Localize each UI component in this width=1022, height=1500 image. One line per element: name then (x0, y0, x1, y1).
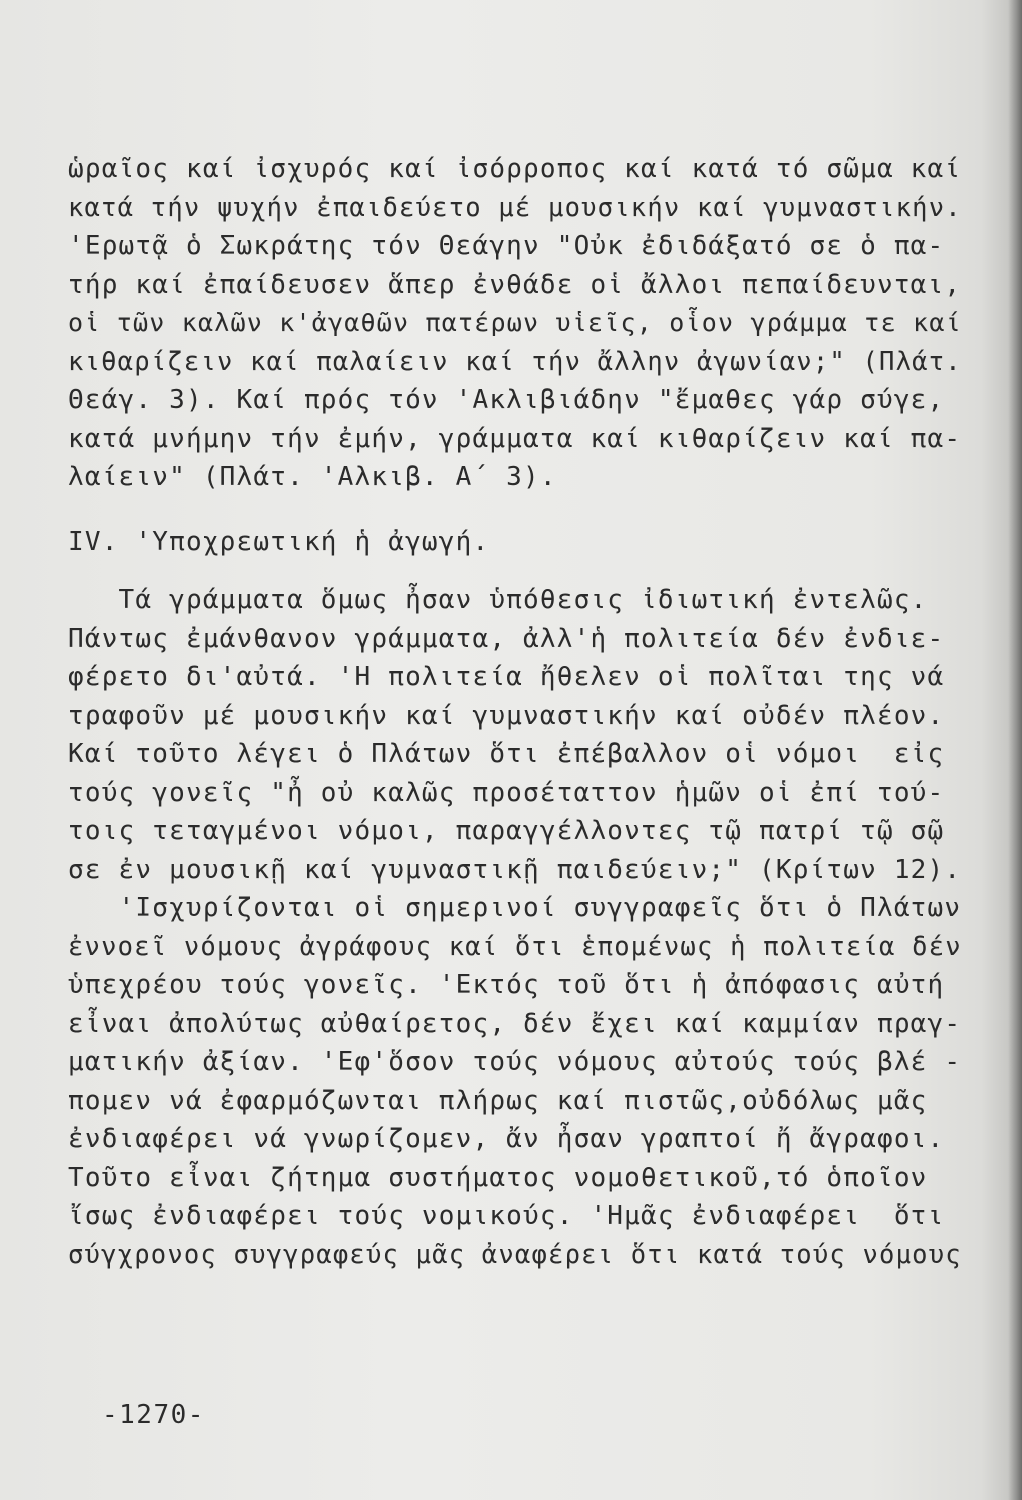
text-line: οἱ τῶν καλῶν κ'ἀγαθῶν πατέρων υἱεῖς, οἷον γράμμα τε καί (68, 308, 962, 337)
text-line: σε ἐν μουσικῇ καί γυμναστικῇ παιδεύειν;" (Κρίτων 12). (68, 854, 962, 885)
page-number: -1270- (102, 1400, 205, 1430)
page-edge-shadow (1008, 0, 1022, 1500)
section-heading: IV. 'Υποχρεωτική ἡ ἀγωγή. (68, 526, 490, 557)
blank-line (68, 561, 968, 581)
text-line: Καί τοῦτο λέγει ὁ Πλάτων ὅτι ἐπέβαλλον οἱ νόμοι εἰς (68, 739, 945, 769)
text-line: τούς γονεῖς "ἦ οὐ καλῶς προσέταττον ἡμῶν οἱ ἐπί τού- (68, 777, 945, 808)
text-line: λαίειν" (Πλάτ. 'Αλκιβ. Α΄ 3). (68, 462, 557, 492)
text-line: κιθαρίζειν καί παλαίειν καί τήν ἄλλην ἀγωνίαν;" (Πλάτ. (68, 346, 962, 377)
text-line: κατά τήν ψυχήν ἐπαιδεύετο μέ μουσικήν καί γυμναστικήν. (68, 192, 962, 223)
text-line: Τά γράμματα ὅμως ἦσαν ὑπόθεσις ἰδιωτική ἐντελῶς. (68, 585, 928, 615)
text-line: πομεν νά ἐφαρμόζωνται πλήρως καί πιστῶς,οὐδόλως μᾶς (68, 1085, 928, 1116)
text-line: τήρ καί ἐπαίδευσεν ἅπερ ἐνθάδε οἱ ἄλλοι πεπαίδευνται, (68, 269, 962, 300)
text-line: εἶναι ἀπολύτως αὐθαίρετος, δέν ἔχει καί καμμίαν πραγ- (68, 1008, 962, 1039)
text-line: Πάντως ἐμάνθανον γράμματα, ἀλλ'ἡ πολιτεία δέν ἐνδιε- (68, 623, 945, 654)
blank-line (68, 497, 968, 523)
text-line: Τοῦτο εἶναι ζήτημα συστήματος νομοθετικοῦ,τό ὁποῖον (68, 1162, 928, 1193)
text-line: ματικήν ἀξίαν. 'Εφ'ὅσον τούς νόμους αὐτούς τούς βλέ - (68, 1047, 962, 1077)
text-line: ὡραῖος καί ἰσχυρός καί ἰσόρροπος καί κατά τό σῶμα καί (68, 154, 962, 184)
text-line: ὑπεχρέου τούς γονεῖς. 'Εκτός τοῦ ὅτι ἡ ἀπόφασις αὐτή (68, 970, 945, 1000)
text-line: φέρετο δι'αὐτά. 'Η πολιτεία ἤθελεν οἱ πολῖται της νά (68, 662, 945, 692)
text-line: τραφοῦν μέ μουσικήν καί γυμναστικήν καί οὐδέν πλέον. (68, 700, 945, 731)
text-line: 'Ισχυρίζονται οἱ σημερινοί συγγραφεῖς ὅτι ὁ Πλάτων (68, 893, 962, 923)
text-line: κατά μνήμην τήν ἐμήν, γράμματα καί κιθαρίζειν καί πα- (68, 423, 962, 454)
text-line: 'Ερωτᾷ ὁ Σωκράτης τόν Θεάγην "Οὐκ ἐδιδάξατό σε ὁ πα- (68, 231, 945, 261)
text-line: Θεάγ. 3). Καί πρός τόν 'Ακλιβιάδην "ἔμαθες γάρ σύγε, (68, 385, 945, 415)
body-text (68, 150, 968, 1274)
text-line: ἐννοεῖ νόμους ἀγράφους καί ὅτι ἑπομένως ἡ πολιτεία δέν (68, 931, 962, 962)
text-line: τοις τεταγμένοι νόμοι, παραγγέλλοντες τῷ πατρί τῷ σῷ (68, 816, 945, 846)
text-line: ἐνδιαφέρει νά γνωρίζομεν, ἄν ἦσαν γραπτοί ἤ ἄγραφοι. (68, 1124, 945, 1154)
text-line: ἴσως ἐνδιαφέρει τούς νομικούς. 'Ημᾶς ἐνδιαφέρει ὅτι (68, 1201, 945, 1231)
text-line: σύγχρονος συγγραφεύς μᾶς ἀναφέρει ὅτι κατά τούς νόμους (68, 1239, 962, 1270)
